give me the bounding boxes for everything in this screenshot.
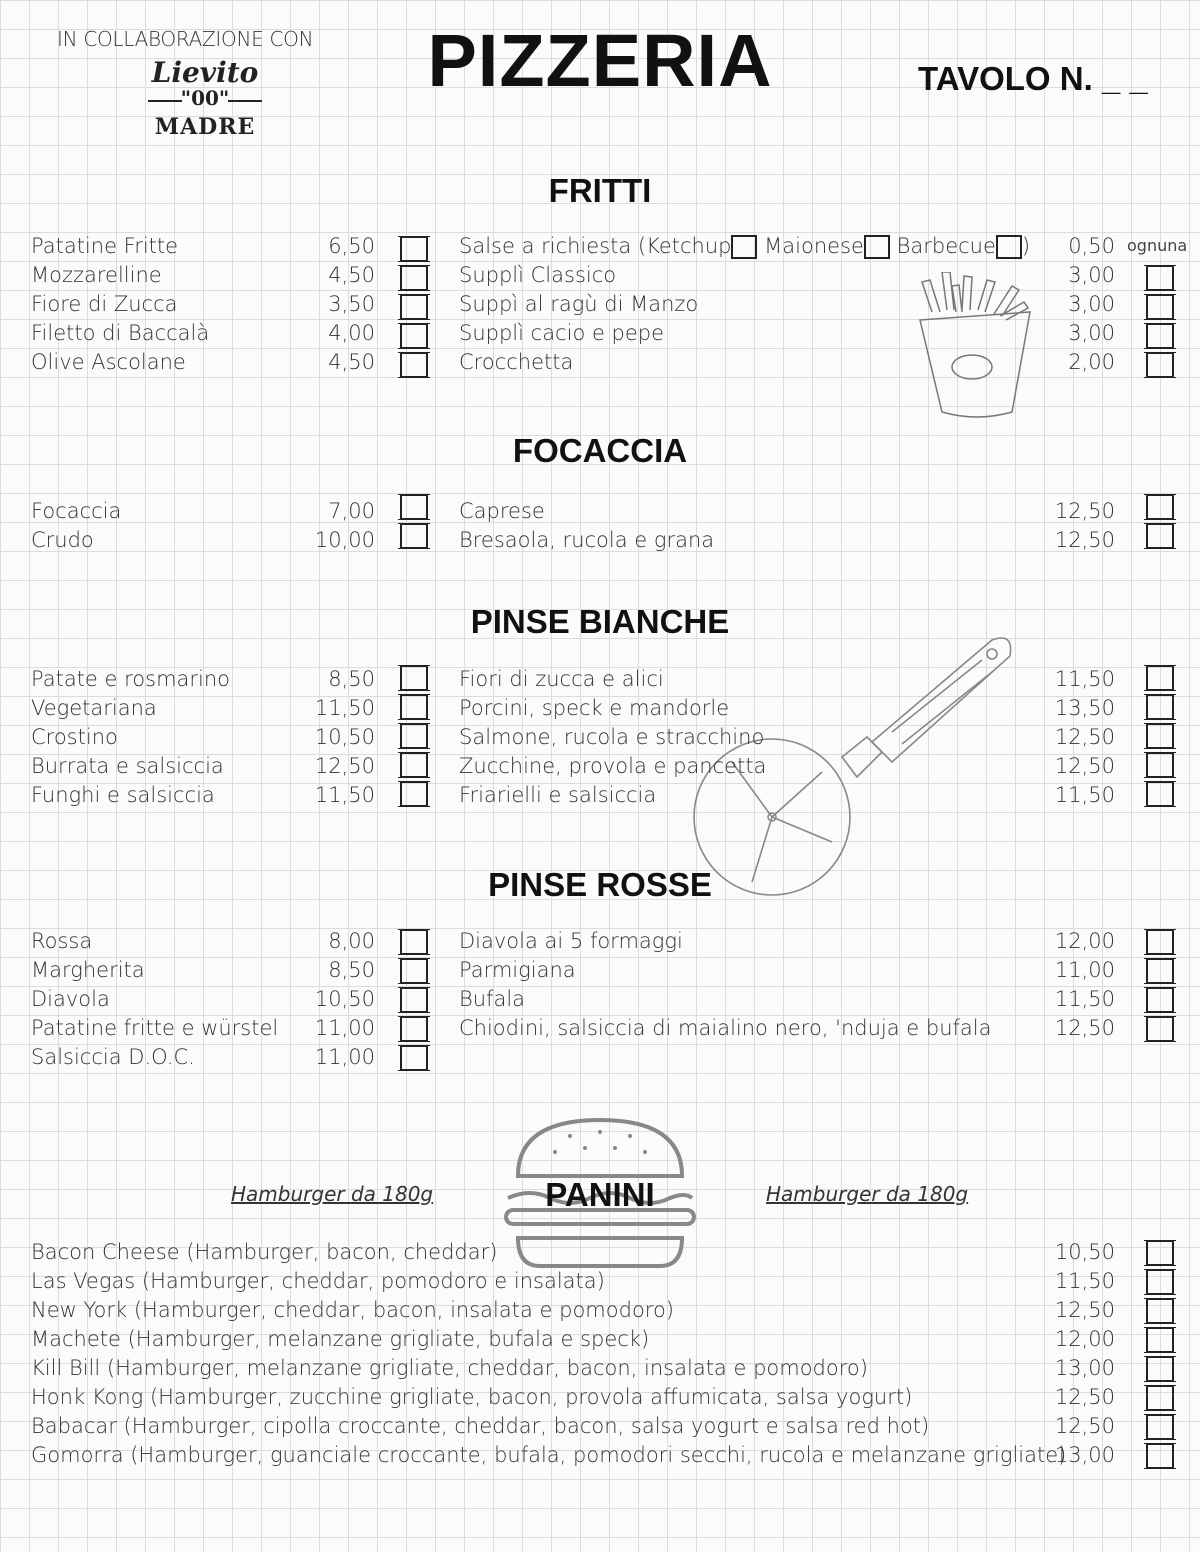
order-checkbox[interactable] [1146,781,1174,807]
menu-item-price: 11,50 [1054,1269,1115,1293]
hamburger-weight-note: Hamburger da 180g [766,1182,969,1206]
menu-item-name: Kill Bill (Hamburger, melanzane grigliate, cheddar, bacon, insalata e pomodoro) [31,1356,868,1380]
menu-item-name: Bacon Cheese (Hamburger, bacon, cheddar) [31,1240,498,1264]
order-checkbox[interactable] [1146,1327,1174,1353]
page-title: PIZZERIA [427,19,773,102]
sauces-row [459,234,1030,259]
menu-item-name: Patatine Fritte [31,234,179,258]
menu-item-price: 12,00 [1054,1327,1115,1351]
menu-item-price: 10,00 [314,528,375,552]
menu-item-price: 10,50 [314,987,375,1011]
maionese-checkbox[interactable] [864,235,890,259]
menu-item-price: 4,50 [328,263,375,287]
menu-item-price: 4,00 [328,321,375,345]
menu-item-price: 11,50 [314,696,375,720]
sauce-option-maionese: Maionese [764,234,864,258]
menu-item-price: 12,50 [1054,725,1115,749]
sauces-price: 0,50 [1068,234,1115,258]
menu-item-price: 12,00 [1054,929,1115,953]
order-checkbox[interactable] [1146,1356,1174,1382]
menu-item-price: 2,00 [1068,350,1115,374]
menu-item-price: 12,50 [1054,499,1115,523]
hamburger-weight-note: Hamburger da 180g [231,1182,434,1206]
order-checkbox[interactable] [1146,1443,1174,1469]
menu-item-price: 12,50 [1054,754,1115,778]
menu-item-price: 11,50 [1054,783,1115,807]
menu-item-name: Crudo [31,528,94,552]
menu-item-price: 12,50 [1054,1298,1115,1322]
menu-item-name: Vegetariana [31,696,157,720]
menu-item-name: Caprese [459,499,545,523]
menu-item-name: Gomorra (Hamburger, guanciale croccante, bufala, pomodori secchi, rucola e melanzane grigliate) [31,1443,1067,1467]
menu-item-price: 10,50 [1054,1240,1115,1264]
order-checkbox[interactable] [400,1045,428,1071]
section-title-panini: PANINI [545,1176,655,1213]
menu-item-price: 12,50 [1054,528,1115,552]
menu-item-price: 11,50 [1054,987,1115,1011]
menu-item-price: 3,00 [1068,292,1115,316]
menu-item-price: 11,50 [314,783,375,807]
menu-item-name: Porcini, speck e mandorle [459,696,730,720]
menu-item-name: Bufala [459,987,526,1011]
order-checkbox[interactable] [1146,494,1174,520]
order-checkbox[interactable] [1146,1385,1174,1411]
logo-00-text: "00" [180,86,230,110]
menu-item-price: 8,50 [328,667,375,691]
menu-item-price: 12,50 [1054,1414,1115,1438]
menu-item-name: Fiore di Zucca [31,292,178,316]
menu-item-price: 12,50 [314,754,375,778]
menu-item-name: Focaccia [31,499,122,523]
sauces-note: ognuna [1127,236,1188,255]
order-checkbox[interactable] [1146,1298,1174,1324]
order-checkbox[interactable] [400,1016,428,1042]
order-checkbox[interactable] [400,752,428,778]
menu-item-price: 11,00 [314,1016,375,1040]
order-checkbox[interactable] [400,694,428,720]
menu-item-name: Mozzarelline [31,263,162,287]
order-checkbox[interactable] [1146,929,1174,955]
menu-item-name: Supplì cacio e pepe [459,321,665,345]
menu-item-price: 3,50 [328,292,375,316]
logo-script-text: Lievito [151,56,259,89]
order-checkbox[interactable] [1146,1016,1174,1042]
menu-item-price: 11,50 [1054,667,1115,691]
menu-item-price: 13,50 [1054,696,1115,720]
order-checkbox[interactable] [1146,1269,1174,1295]
order-checkbox[interactable] [400,323,428,349]
menu-item-price: 10,50 [314,725,375,749]
order-checkbox[interactable] [400,494,428,520]
section-title-pinse-rosse: PINSE ROSSE [488,866,712,903]
menu-item-name: Patatine fritte e würstel [31,1016,279,1040]
menu-item-name: Salmone, rucola e stracchino [459,725,765,749]
menu-item-name: Crostino [31,725,118,749]
collaboration-text: IN COLLABORAZIONE CON [57,27,314,51]
order-checkbox[interactable] [1146,352,1174,378]
menu-item-price: 6,50 [328,234,375,258]
menu-item-price: 3,00 [1068,321,1115,345]
section-title-fritti: FRITTI [548,172,652,209]
menu-item-price: 8,50 [328,958,375,982]
sauces-label: Salse a richiesta (Ketchup [459,234,732,258]
order-checkbox[interactable] [400,294,428,320]
menu-item-name: Friarielli e salsiccia [459,783,657,807]
menu-item-price: 8,00 [328,929,375,953]
order-checkbox[interactable] [400,987,428,1013]
order-checkbox[interactable] [1146,752,1174,778]
order-checkbox[interactable] [1146,523,1174,549]
logo-madre-text: MADRE [154,114,256,140]
order-checkbox[interactable] [1146,987,1174,1013]
ketchup-checkbox[interactable] [731,235,757,259]
menu-item-name: Parmigiana [459,958,576,982]
order-checkbox[interactable] [400,723,428,749]
menu-item-price: 13,00 [1054,1356,1115,1380]
barbecue-checkbox[interactable] [996,235,1022,259]
menu-item-name: Filetto di Baccalà [31,321,210,345]
order-checkbox[interactable] [400,929,428,955]
menu-item-name: Burrata e salsiccia [31,754,224,778]
sauces-close: ) [1021,234,1031,258]
order-checkbox[interactable] [400,665,428,691]
order-checkbox[interactable] [1146,723,1174,749]
order-checkbox[interactable] [1146,958,1174,984]
sauce-option-barbecue: Barbecue [896,234,996,258]
menu-item-name: Chiodini, salsiccia di maialino nero, 'nduja e bufala [459,1016,992,1040]
menu-item-price: 12,50 [1054,1385,1115,1409]
menu-item-name: Diavola ai 5 formaggi [459,929,683,953]
menu-item-name: Diavola [31,987,110,1011]
menu-item-name: Suppì al ragù di Manzo [459,292,699,316]
order-checkbox[interactable] [400,236,428,262]
menu-item-name: Machete (Hamburger, melanzane grigliate, bufala e speck) [31,1327,650,1351]
order-checkbox[interactable] [400,523,428,549]
menu-item-price: 11,00 [314,1045,375,1069]
menu-item-name: Las Vegas (Hamburger, cheddar, pomodoro e insalata) [31,1269,605,1293]
order-checkbox[interactable] [1146,1240,1174,1266]
fries-illustration [912,272,1042,422]
menu-item-name: Zucchine, provola e pancetta [459,754,767,778]
order-checkbox[interactable] [1146,265,1174,291]
menu-item-name: Rossa [31,929,93,953]
menu-item-name: Margherita [31,958,145,982]
menu-item-price: 3,00 [1068,263,1115,287]
menu-item-name: Supplì Classico [459,263,617,287]
menu-item-name: Fiori di zucca e alici [459,667,664,691]
order-checkbox[interactable] [1146,323,1174,349]
order-checkbox[interactable] [400,781,428,807]
table-number-label: TAVOLO N. _ _ [918,60,1148,97]
menu-item-name: Bresaola, rucola e grana [459,528,715,552]
order-checkbox[interactable] [1146,294,1174,320]
menu-item-price: 12,50 [1054,1016,1115,1040]
order-checkbox[interactable] [1146,694,1174,720]
menu-item-name: Crocchetta [459,350,574,374]
menu-item-name: Funghi e salsiccia [31,783,215,807]
order-checkbox[interactable] [1146,665,1174,691]
order-checkbox[interactable] [400,265,428,291]
menu-item-price: 7,00 [328,499,375,523]
order-checkbox[interactable] [400,352,428,378]
menu-item-price: 13,00 [1054,1443,1115,1467]
menu-item-name: Olive Ascolane [31,350,186,374]
menu-item-name: Babacar (Hamburger, cipolla croccante, cheddar, bacon, salsa yogurt e salsa red hot) [31,1414,930,1438]
section-title-focaccia: FOCACCIA [512,432,688,469]
menu-item-name: Honk Kong (Hamburger, zucchine grigliate, bacon, provola affumicata, salsa yogurt) [31,1385,913,1409]
menu-item-name: Patate e rosmarino [31,667,231,691]
order-checkbox[interactable] [1146,1414,1174,1440]
menu-item-name: New York (Hamburger, cheddar, bacon, insalata e pomodoro) [31,1298,675,1322]
menu-item-name: Salsiccia D.O.C. [31,1045,195,1069]
order-checkbox[interactable] [400,958,428,984]
menu-item-price: 4,50 [328,350,375,374]
menu-item-price: 11,00 [1054,958,1115,982]
section-title-pinse-bianche: PINSE BIANCHE [470,603,730,640]
